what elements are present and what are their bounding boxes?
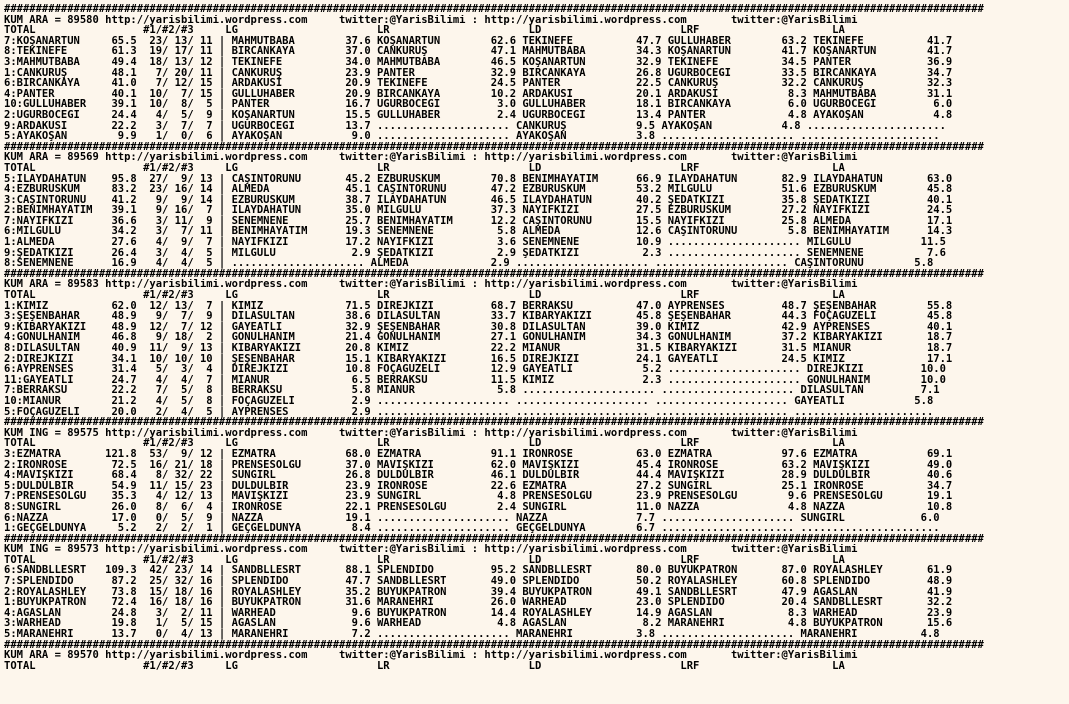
report-line: TOTAL #1/#2/#3 LG LR LD LRF LA — [4, 25, 845, 36]
report-line: 6:SANDBLLESRT 109.3 42/ 23/ 14 | SANDBLLESRT 88.1 SPLENDIDO 95.2 SANDBLLESRT 80.0 BÜYÜKPATRON 87.0 ROYALASHLEY 61.9 — [4, 565, 953, 577]
report-line: 9:KİBARYAKIZI 48.9 12/ 7/ 12 | GAYEATLI 32.9 ŞEŞENBAHAR 30.8 DİLASULTAN 39.0 KIMIZ 42.9 AYPRENSES 40.1 — [4, 321, 953, 333]
report-line: 9:ŞEDATKIZI 26.4 3/ 4/ 5 | MİLGÜLÜ 2.9 ŞEDATKIZI 2.9 ŞEDATKIZI 2.3 ..................... SENEMNENE 7.6 — [4, 247, 946, 259]
report-line: KUM ARA = 89570 http://yarisbilimi.wordpress.com twitter:@YarisBilimi : http://yarisbilimi.wordpress.com twitter:@YarisBilimi — [4, 650, 858, 661]
report-line: 3:WARHEAD 19.8 1/ 5/ 15 | AĞASLAN 9.6 WARHEAD 4.8 AĞASLAN 8.2 MARANEHRİ 4.8 BÜYÜKPATRON 15.6 — [4, 618, 953, 630]
report-line: 6:MİLGÜLÜ 34.2 3/ 7/ 11 | BENİMHAYATIM 19.3 SENEMNENE 5.8 ALMEDA 12.6 CAŞINTORUNU 5.8 BENİMHAYATIM 14.3 — [4, 226, 953, 238]
report-line: 7:BERRAKSU 22.2 7/ 5/ 8 | BERRAKSU 5.8 MİANUR 5.8 ..................... ..................... DİLASULTAN 7.1 — [4, 385, 940, 396]
report-line: 3:EZMATRA 121.8 53/ 9/ 12 | EZMATRA 68.0 EZMATRA 91.1 IRONROSE 63.0 EZMATRA 97.6 EZMATRA 69.1 — [4, 448, 953, 460]
report-line: KUM ARA = 89580 http://yarisbilimi.wordpress.com twitter:@YarisBilimi : http://yarisbilimi.wordpress.com twitter:@YarisBilimi — [4, 14, 858, 26]
report-line: 6:NAZZA 17.0 0/ 5/ 9 | NAZZA 19.1 ..................... NAZZA 7.7 ..................... SUNGIRL 6.0 — [4, 512, 940, 524]
report-line: 8:TEKİNEFE 61.3 19/ 17/ 11 | BİRCANKAYA 37.0 CANKURUŞ 47.1 MAHMUTBABA 34.3 KOŞANARTUN 41.7 KOŞANARTUN 41.7 — [4, 46, 953, 57]
report-line: TOTAL #1/#2/#3 LG LR LD LRF LA — [4, 438, 845, 449]
report-line: TOTAL #1/#2/#3 LG LR LD LRF LA — [4, 554, 845, 566]
report-line: 2:ROYALASHLEY 73.8 15/ 18/ 16 | ROYALASHLEY 35.2 BÜYÜKPATRON 39.4 BÜYÜKPATRON 49.1 SANDBLLESRT 47.9 AĞASLAN 41.9 — [4, 586, 953, 598]
report-line: 2:BENİMHAYATIM 39.1 9/ 16/ 7 | İLAYDAHATUN 35.0 MİLGÜLÜ 37.3 NAYIFKIZI 27.5 EZBÜRÜSKÜM 27.2 NAYIFKIZI 24.5 — [4, 205, 953, 216]
report-line: 5:MARANEHRİ 13.7 0/ 4/ 13 | MARANEHRİ 7.2 ..................... MARANEHRİ 3.8 ..................... MARANEHRİ 4.8 — [4, 629, 940, 640]
report-line: 10:MİANUR 21.2 4/ 5/ 8 | FOÇAGÜZELİ 2.9 ..................... ..................... ..................... GAYEATLI 5.8 — [4, 395, 934, 407]
report-line: 5:AYAKOŞAN 9.9 1/ 0/ 6 | AYAKOŞAN 9.0 ..................... AYAKOŞAN 3.8 ..................... ...................... — [4, 131, 940, 142]
report-line: 4:MAVİŞKIZI 68.4 8/ 32/ 22 | SUNGIRL 26.8 DÜLDÜLBİR 46.1 DÜLDÜLBİR 44.4 MAVİŞKIZI 28.9 DÜLDÜLBİR 40.6 — [4, 470, 953, 481]
report-line: 10:GÜLLÜHABER 39.1 10/ 8/ 5 | PANTER 16.7 UĞURBÖCEĞİ 3.0 GÜLLÜHABER 18.1 BİRCANKAYA 6.0 UĞURBÖCEĞİ 6.0 — [4, 99, 953, 110]
report-line: 4:PANTER 40.1 10/ 7/ 15 | GÜLLÜHABER 20.9 BİRCANKAYA 10.2 ARDAKUSİ 20.1 ARDAKUSİ 8.3 MAHMUTBABA 31.1 — [4, 88, 953, 100]
report-line: 11:GAYEATLI 24.7 4/ 4/ 7 | MİANUR 6.5 BERRAKSU 11.5 KIMIZ 2.3 ..................... GÖNÜLHANIM 10.0 — [4, 374, 946, 386]
report-line: ########################################################################################################################################################### — [4, 639, 984, 651]
report-line: 4:GÖNÜLHANIM 46.8 9/ 18/ 2 | GÖNÜLHANIM 21.4 GÖNÜLHANIM 27.1 GÖNÜLHANIM 34.3 GÖNÜLHANIM 37.2 KİBARYAKIZI 18.7 — [4, 332, 953, 343]
report-line: KUM ARA = 89583 http://yarisbilimi.wordpress.com twitter:@YarisBilimi : http://yarisbilimi.wordpress.com twitter:@YarisBilimi — [4, 279, 858, 291]
report-line: 7:NAYIFKIZI 36.6 3/ 11/ 9 | SENEMNENE 25.7 BENİMHAYATIM 12.2 CAŞINTORUNU 15.5 NAYIFKIZI 25.8 ALMEDA 17.1 — [4, 215, 953, 227]
report-line: 7:SPLENDIDO 87.2 25/ 32/ 16 | SPLENDIDO 47.7 SANDBLLESRT 49.0 SPLENDIDO 50.2 ROYALASHLEY 60.8 SPLENDIDO 48.9 — [4, 576, 953, 587]
report-line: 5:İLAYDAHATUN 95.8 27/ 9/ 13 | CAŞINTORUNU 45.2 EZBÜRÜSKÜM 70.8 BENİMHAYATIM 66.9 İLAYDAHATUN 82.9 İLAYDAHATUN 63.0 — [4, 173, 953, 185]
report-line: ########################################################################################################################################################### — [4, 417, 984, 428]
report-line: 5:DÜLDÜLBİR 54.9 11/ 15/ 23 | DÜLDÜLBİR 23.9 IRONROSE 22.6 EZMATRA 27.2 SUNGIRL 25.1 IRONROSE 34.7 — [4, 480, 953, 492]
report-line: 8:DİLASULTAN 40.9 11/ 9/ 13 | KİBARYAKIZI 20.8 KIMIZ 22.2 MİANUR 31.5 KİBARYAKIZI 31.5 MİANUR 18.7 — [4, 343, 953, 354]
report-line: 4:AĞASLAN 24.8 3/ 2/ 11 | WARHEAD 9.6 BÜYÜKPATRON 14.4 ROYALASHLEY 14.9 AĞASLAN 8.3 WARHEAD 23.9 — [4, 607, 953, 619]
report-line: 2:DİREJKIZI 34.1 10/ 10/ 10 | ŞEŞENBAHAR 15.1 KİBARYAKIZI 16.5 DİREJKIZI 24.1 GAYEATLI 24.5 KIMIZ 17.1 — [4, 353, 953, 365]
report-line: 8:SUNGIRL 26.0 8/ 6/ 4 | IRONROSE 22.1 PRENSESOLGU 2.4 SUNGIRL 11.0 NAZZA 4.8 NAZZA 10.8 — [4, 501, 953, 513]
report-line: 3:ŞEŞENBAHAR 48.9 9/ 7/ 9 | DİLASULTAN 38.6 DİLASULTAN 33.7 KİBARYAKIZI 45.8 ŞEŞENBAHAR 44.3 FOÇAGÜZELİ 45.8 — [4, 311, 953, 322]
report-line: KUM ARA = 89569 http://yarisbilimi.wordpress.com twitter:@YarisBilimi : http://yarisbilimi.wordpress.com twitter:@YarisBilimi — [4, 152, 858, 163]
report-line: 3:MAHMUTBABA 49.4 18/ 13/ 12 | TEKİNEFE 34.0 MAHMUTBABA 46.5 KOŞANARTUN 32.9 TEKİNEFE 34.5 PANTER 36.9 — [4, 56, 953, 68]
report-line: KUM ING = 89573 http://yarisbilimi.wordpress.com twitter:@YarisBilimi : http://yarisbilimi.wordpress.com twitter:@YarisBilimi — [4, 544, 858, 555]
report-line: 1:KIMIZ 62.0 12/ 13/ 7 | KIMIZ 71.5 DİREJKIZI 68.7 BERRAKSU 47.0 AYPRENSES 48.7 ŞEŞENBAHAR 55.8 — [4, 300, 953, 312]
report-line: 1:GEÇGELDÜNYA 5.2 2/ 2/ 1 | GEÇGELDÜNYA 8.4 ..................... GEÇGELDÜNYA 6.7 ..................... ...................... — [4, 523, 940, 534]
report-line: ########################################################################################################################################################### — [4, 533, 984, 545]
report-line: 7:PRENSESOLGU 35.3 4/ 12/ 13 | MAVİŞKIZI 23.9 SUNGIRL 4.8 PRENSESOLGU 23.9 PRENSESOLGU 9.6 PRENSESOLGU 19.1 — [4, 491, 953, 502]
report-line: 7:KOŞANARTUN 65.5 23/ 13/ 11 | MAHMUTBABA 37.6 KOŞANARTUN 62.6 TEKİNEFE 47.7 GÜLLÜHABER 63.2 TEKİNEFE 41.7 — [4, 35, 953, 47]
report-line: TOTAL #1/#2/#3 LG LR LD LRF LA — [4, 162, 845, 174]
report-line: ########################################################################################################################################################### — [4, 268, 984, 280]
report-line: 1:BÜYÜKPATRON 72.4 16/ 18/ 16 | BÜYÜKPATRON 31.6 MARANEHRİ 26.0 WARHEAD 23.0 SPLENDIDO 20.4 SANDBLLESRT 32.2 — [4, 597, 953, 608]
report-line: ########################################################################################################################################################### — [4, 4, 984, 15]
report-line: 4:EZBÜRÜSKÜM 83.2 23/ 16/ 14 | ALMEDA 45.1 CAŞINTORUNU 47.2 EZBÜRÜSKÜM 53.2 MİLGÜLÜ 51.6 EZBÜRÜSKÜM 45.8 — [4, 184, 953, 195]
report-line: 1:ALMEDA 27.6 4/ 9/ 7 | NAYIFKIZI 17.2 NAYIFKIZI 3.6 SENEMNENE 10.9 ..................... MİLGÜLÜ 11.5 — [4, 237, 946, 248]
report-line: KUM ING = 89575 http://yarisbilimi.wordpress.com twitter:@YarisBilimi : http://yarisbilimi.wordpress.com twitter:@YarisBilimi — [4, 427, 858, 439]
report-line: 9:ARDAKUSİ 22.2 3/ 7/ 7 | UĞURBÖCEĞİ 13.7 ..................... CANKURUŞ 9.5 AYAKOŞAN 4.8 ...................... — [4, 120, 946, 132]
report-line: TOTAL #1/#2/#3 LG LR LD LRF LA — [4, 660, 845, 672]
report-line: TOTAL #1/#2/#3 LG LR LD LRF LA — [4, 290, 845, 301]
report-line: 3:CAŞINTORUNU 41.2 9/ 9/ 14 | EZBÜRÜSKÜM 38.7 İLAYDAHATUN 46.5 İLAYDAHATUN 40.2 ŞEDATKIZI 35.8 ŞEDATKIZI 40.1 — [4, 194, 953, 206]
report-line: 8:SENEMNENE 16.9 4/ 4/ 5 | ..................... ALMEDA 2.9 ..................... ..................... CAŞINTORUNU 5.8 — [4, 258, 934, 269]
report-line: 5:FOÇAGÜZELİ 20.0 2/ 4/ 5 | AYPRENSES 2.9 ..................... ..................... ..................... ...................... — [4, 406, 934, 418]
report-line: 1:CANKURUŞ 48.1 7/ 20/ 11 | CANKURUŞ 23.9 PANTER 32.9 BİRCANKAYA 26.8 UĞURBÖCEĞİ 33.5 BİRCANKAYA 34.7 — [4, 67, 953, 79]
report-line: 2:IRONROSE 72.5 16/ 21/ 18 | PRENSESOLGU 37.0 MAVİŞKIZI 62.0 MAVİŞKIZI 45.4 IRONROSE 63.2 MAVİŞKIZI 49.0 — [4, 459, 953, 471]
report-line: 2:UĞURBÖCEĞİ 24.4 4/ 5/ 9 | KOŞANARTUN 15.5 GÜLLÜHABER 2.4 UĞURBÖCEĞİ 13.4 PANTER 4.8 AYAKOŞAN 4.8 — [4, 109, 953, 121]
report-line: ########################################################################################################################################################### — [4, 141, 984, 153]
report-line: 6:BİRCANKAYA 41.0 7/ 12/ 15 | ARDAKUSİ 20.9 TEKİNEFE 24.5 PANTER 22.5 CANKURUŞ 32.2 CANKURUŞ 32.3 — [4, 78, 953, 89]
report-line: 6:AYPRENSES 31.4 5/ 3/ 4 | DİREJKIZI 10.8 FOÇAGÜZELİ 12.9 GAYEATLI 5.2 ..................... DİREJKIZI 10.0 — [4, 364, 946, 375]
